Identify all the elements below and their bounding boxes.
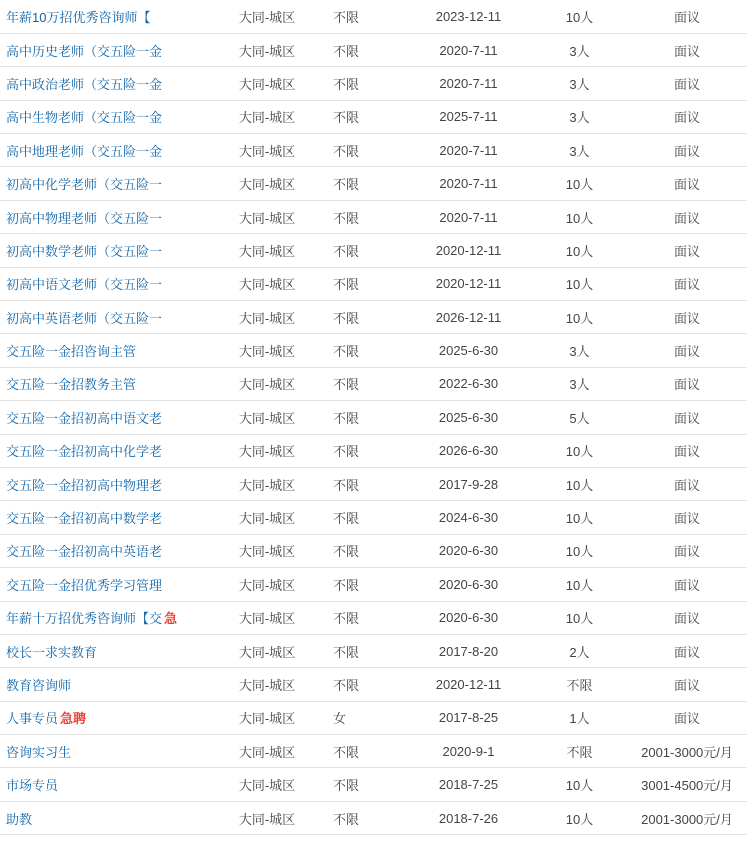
table-row: [0, 100, 747, 133]
table-row: [0, 301, 747, 334]
job-requirement-cell: 不限: [327, 0, 405, 33]
job-title-cell: [0, 701, 207, 734]
job-headcount-cell: 10人: [532, 434, 627, 467]
job-title-cell: [0, 234, 207, 267]
job-date-cell: 2018-7-26: [405, 801, 532, 834]
table-row: [0, 134, 747, 167]
job-headcount-cell: 3人: [532, 134, 627, 167]
job-salary-cell: 2001-3000元/月: [627, 735, 747, 768]
table-row: [0, 601, 747, 634]
table-row: [0, 668, 747, 701]
job-title-cell: [0, 100, 207, 133]
job-headcount-cell: 5人: [532, 401, 627, 434]
job-headcount-cell: 2人: [532, 634, 627, 667]
job-title-cell: [0, 534, 207, 567]
job-date-cell: 2020-6-30: [405, 601, 532, 634]
job-title-cell: [0, 134, 207, 167]
job-date-cell: 2020-7-11: [405, 67, 532, 100]
job-area-cell: 大同-城区: [207, 434, 327, 467]
job-requirement-cell: 不限: [327, 67, 405, 100]
job-headcount-cell: 10人: [532, 501, 627, 534]
job-salary-cell: 面议: [627, 534, 747, 567]
job-salary-cell: 面议: [627, 234, 747, 267]
job-headcount-cell: 10人: [532, 301, 627, 334]
job-date-cell: 2020-12-11: [405, 668, 532, 701]
job-title-link[interactable]: 助教: [6, 811, 33, 827]
job-title-cell: [0, 568, 207, 601]
job-requirement-cell: 不限: [327, 367, 405, 400]
job-date-cell: 2025-7-11: [405, 100, 532, 133]
job-title-link[interactable]: 交五险一金招教务主管: [6, 377, 137, 393]
job-title-cell: [0, 267, 207, 300]
job-requirement-cell: 不限: [327, 200, 405, 233]
job-requirement-cell: 不限: [327, 467, 405, 500]
job-salary-cell: 面议: [627, 334, 747, 367]
job-date-cell: 2017-8-25: [405, 701, 532, 734]
job-title-cell: [0, 768, 207, 801]
job-date-cell: 2025-6-30: [405, 401, 532, 434]
job-headcount-cell: 不限: [532, 735, 627, 768]
job-date-cell: 2020-7-11: [405, 200, 532, 233]
table-row: [0, 167, 747, 200]
job-salary-cell: 面议: [627, 100, 747, 133]
job-date-cell: 2024-6-30: [405, 501, 532, 534]
job-title-link[interactable]: 年薪十万招优秀咨询师【交: [6, 611, 163, 627]
job-headcount-cell: 10人: [532, 568, 627, 601]
job-area-cell: 大同-城区: [207, 467, 327, 500]
job-title-cell: [0, 735, 207, 768]
job-requirement-cell: 不限: [327, 267, 405, 300]
job-salary-cell: 面议: [627, 501, 747, 534]
job-date-cell: 2020-9-1: [405, 735, 532, 768]
job-salary-cell: 面议: [627, 668, 747, 701]
job-date-cell: 2017-9-28: [405, 467, 532, 500]
job-headcount-cell: 3人: [532, 334, 627, 367]
table-row: [0, 367, 747, 400]
job-requirement-cell: 不限: [327, 134, 405, 167]
job-requirement-cell: 不限: [327, 33, 405, 66]
job-requirement-cell: 不限: [327, 601, 405, 634]
job-title-link[interactable]: 年薪10万招优秀咨询师【: [6, 9, 151, 25]
job-date-cell: 2020-6-30: [405, 568, 532, 601]
job-requirement-cell: 不限: [327, 534, 405, 567]
table-row: [0, 467, 747, 500]
job-requirement-cell: 不限: [327, 167, 405, 200]
job-title-cell: [0, 401, 207, 434]
job-title-link[interactable]: 初高中数学老师（交五险一: [6, 243, 163, 259]
job-headcount-cell: 10人: [532, 601, 627, 634]
job-area-cell: 大同-城区: [207, 668, 327, 701]
job-title-cell: [0, 67, 207, 100]
job-title-link[interactable]: 人事专员: [6, 711, 59, 727]
job-headcount-cell: 不限: [532, 668, 627, 701]
job-area-cell: 大同-城区: [207, 167, 327, 200]
job-title-cell: [0, 668, 207, 701]
table-row: [0, 401, 747, 434]
job-title-cell: [0, 467, 207, 500]
table-row: [0, 200, 747, 233]
job-headcount-cell: 10人: [532, 768, 627, 801]
job-title-link[interactable]: 交五险一金招优秀学习管理: [6, 577, 163, 593]
job-requirement-cell: 不限: [327, 735, 405, 768]
job-title-link[interactable]: 初高中物理老师（交五险一: [6, 210, 163, 226]
job-headcount-cell: 10人: [532, 167, 627, 200]
job-salary-cell: 面议: [627, 301, 747, 334]
job-title-link[interactable]: 初高中英语老师（交五险一: [6, 310, 163, 326]
job-title-link[interactable]: 初高中化学老师（交五险一: [6, 177, 163, 193]
job-area-cell: 大同-城区: [207, 501, 327, 534]
job-headcount-cell: 3人: [532, 67, 627, 100]
job-area-cell: 大同-城区: [207, 67, 327, 100]
job-requirement-cell: 不限: [327, 301, 405, 334]
job-area-cell: 大同-城区: [207, 267, 327, 300]
job-title-cell: [0, 334, 207, 367]
job-area-cell: 大同-城区: [207, 768, 327, 801]
job-area-cell: 大同-城区: [207, 301, 327, 334]
job-title-cell: [0, 434, 207, 467]
table-row: [0, 634, 747, 667]
job-headcount-cell: 10人: [532, 467, 627, 500]
job-title-link[interactable]: 高中生物老师（交五险一金: [6, 110, 163, 126]
job-salary-cell: 面议: [627, 434, 747, 467]
job-date-cell: 2023-12-11: [405, 0, 532, 33]
job-salary-cell: 面议: [627, 0, 747, 33]
job-date-cell: 2022-6-30: [405, 367, 532, 400]
job-date-cell: 2020-12-11: [405, 267, 532, 300]
job-requirement-cell: 不限: [327, 401, 405, 434]
job-requirement-cell: 不限: [327, 434, 405, 467]
job-salary-cell: 2001-3000元/月: [627, 801, 747, 834]
job-salary-cell: 面议: [627, 67, 747, 100]
job-area-cell: 大同-城区: [207, 234, 327, 267]
job-area-cell: 大同-城区: [207, 134, 327, 167]
job-headcount-cell: 10人: [532, 534, 627, 567]
urgent-badge: 急聘: [60, 711, 87, 727]
job-area-cell: 大同-城区: [207, 534, 327, 567]
job-area-cell: 大同-城区: [207, 200, 327, 233]
job-headcount-cell: 3人: [532, 33, 627, 66]
job-title-cell: [0, 301, 207, 334]
job-salary-cell: 面议: [627, 601, 747, 634]
job-salary-cell: 面议: [627, 467, 747, 500]
job-date-cell: 2025-6-30: [405, 334, 532, 367]
job-salary-cell: 面议: [627, 267, 747, 300]
table-row: [0, 534, 747, 567]
job-salary-cell: 面议: [627, 634, 747, 667]
job-requirement-cell: 不限: [327, 234, 405, 267]
table-row: [0, 434, 747, 467]
table-row: [0, 568, 747, 601]
job-title-cell: [0, 33, 207, 66]
job-title-link[interactable]: 交五险一金招初高中数学老: [6, 511, 163, 527]
job-requirement-cell: 女: [327, 701, 405, 734]
table-row: [0, 735, 747, 768]
job-date-cell: 2020-12-11: [405, 234, 532, 267]
job-area-cell: 大同-城区: [207, 634, 327, 667]
job-date-cell: 2026-12-11: [405, 301, 532, 334]
job-salary-cell: 面议: [627, 401, 747, 434]
job-headcount-cell: 3人: [532, 367, 627, 400]
job-requirement-cell: 不限: [327, 568, 405, 601]
job-salary-cell: 面议: [627, 367, 747, 400]
job-title-link[interactable]: 咨询实习生: [6, 744, 72, 760]
job-salary-cell: 面议: [627, 134, 747, 167]
table-row: [0, 67, 747, 100]
job-title-link[interactable]: 交五险一金招咨询主管: [6, 344, 137, 360]
table-row: [0, 701, 747, 734]
job-area-cell: 大同-城区: [207, 735, 327, 768]
job-title-link[interactable]: 高中地理老师（交五险一金: [6, 143, 163, 159]
job-title-link[interactable]: 高中历史老师（交五险一金: [6, 43, 163, 59]
job-area-cell: 大同-城区: [207, 33, 327, 66]
job-title-cell: [0, 167, 207, 200]
table-row: [0, 334, 747, 367]
job-title-link[interactable]: 初高中语文老师（交五险一: [6, 277, 163, 293]
job-title-cell: [0, 367, 207, 400]
job-title-cell: [0, 200, 207, 233]
job-title-cell: [0, 0, 207, 33]
job-date-cell: 2020-7-11: [405, 167, 532, 200]
job-area-cell: 大同-城区: [207, 801, 327, 834]
job-date-cell: 2017-8-20: [405, 634, 532, 667]
job-requirement-cell: 不限: [327, 801, 405, 834]
job-title-cell: [0, 801, 207, 834]
job-salary-cell: 3001-4500元/月: [627, 768, 747, 801]
job-title-link[interactable]: 市场专员: [6, 778, 59, 794]
job-title-link[interactable]: 交五险一金招初高中物理老: [6, 477, 163, 493]
table-row: [0, 234, 747, 267]
job-headcount-cell: 1人: [532, 701, 627, 734]
table-row: [0, 267, 747, 300]
job-salary-cell: 面议: [627, 33, 747, 66]
job-requirement-cell: 不限: [327, 501, 405, 534]
job-title-link[interactable]: 交五险一金招初高中化学老: [6, 444, 163, 460]
job-date-cell: 2020-6-30: [405, 534, 532, 567]
table-row: [0, 501, 747, 534]
table-row: [0, 33, 747, 66]
job-title-link[interactable]: 交五险一金招初高中语文老: [6, 410, 163, 426]
table-row: [0, 801, 747, 834]
job-area-cell: 大同-城区: [207, 100, 327, 133]
job-area-cell: 大同-城区: [207, 601, 327, 634]
job-area-cell: 大同-城区: [207, 0, 327, 33]
job-date-cell: 2020-7-11: [405, 134, 532, 167]
job-date-cell: 2020-7-11: [405, 33, 532, 66]
job-salary-cell: 面议: [627, 200, 747, 233]
job-area-cell: 大同-城区: [207, 367, 327, 400]
job-area-cell: 大同-城区: [207, 401, 327, 434]
job-title-cell: [0, 501, 207, 534]
job-headcount-cell: 10人: [532, 234, 627, 267]
job-salary-cell: 面议: [627, 568, 747, 601]
job-requirement-cell: 不限: [327, 634, 405, 667]
job-area-cell: 大同-城区: [207, 568, 327, 601]
job-title-link[interactable]: 交五险一金招初高中英语老: [6, 544, 163, 560]
job-area-cell: 大同-城区: [207, 334, 327, 367]
job-title-cell: [0, 634, 207, 667]
job-requirement-cell: 不限: [327, 100, 405, 133]
job-headcount-cell: 10人: [532, 801, 627, 834]
job-headcount-cell: 3人: [532, 100, 627, 133]
job-requirement-cell: 不限: [327, 668, 405, 701]
job-title-link[interactable]: 高中政治老师（交五险一金: [6, 76, 163, 92]
job-headcount-cell: 10人: [532, 267, 627, 300]
job-title-cell: [0, 601, 207, 634]
job-requirement-cell: 不限: [327, 334, 405, 367]
table-row: [0, 0, 747, 33]
job-salary-cell: 面议: [627, 701, 747, 734]
job-title-link[interactable]: 校长一求实教育: [6, 644, 98, 660]
job-salary-cell: 面议: [627, 167, 747, 200]
table-row: [0, 768, 747, 801]
job-date-cell: 2026-6-30: [405, 434, 532, 467]
job-title-link[interactable]: 教育咨询师: [6, 678, 72, 693]
job-area-cell: 大同-城区: [207, 701, 327, 734]
urgent-badge: 急: [164, 611, 178, 627]
job-date-cell: 2018-7-25: [405, 768, 532, 801]
job-requirement-cell: 不限: [327, 768, 405, 801]
job-headcount-cell: 10人: [532, 0, 627, 33]
job-headcount-cell: 10人: [532, 200, 627, 233]
